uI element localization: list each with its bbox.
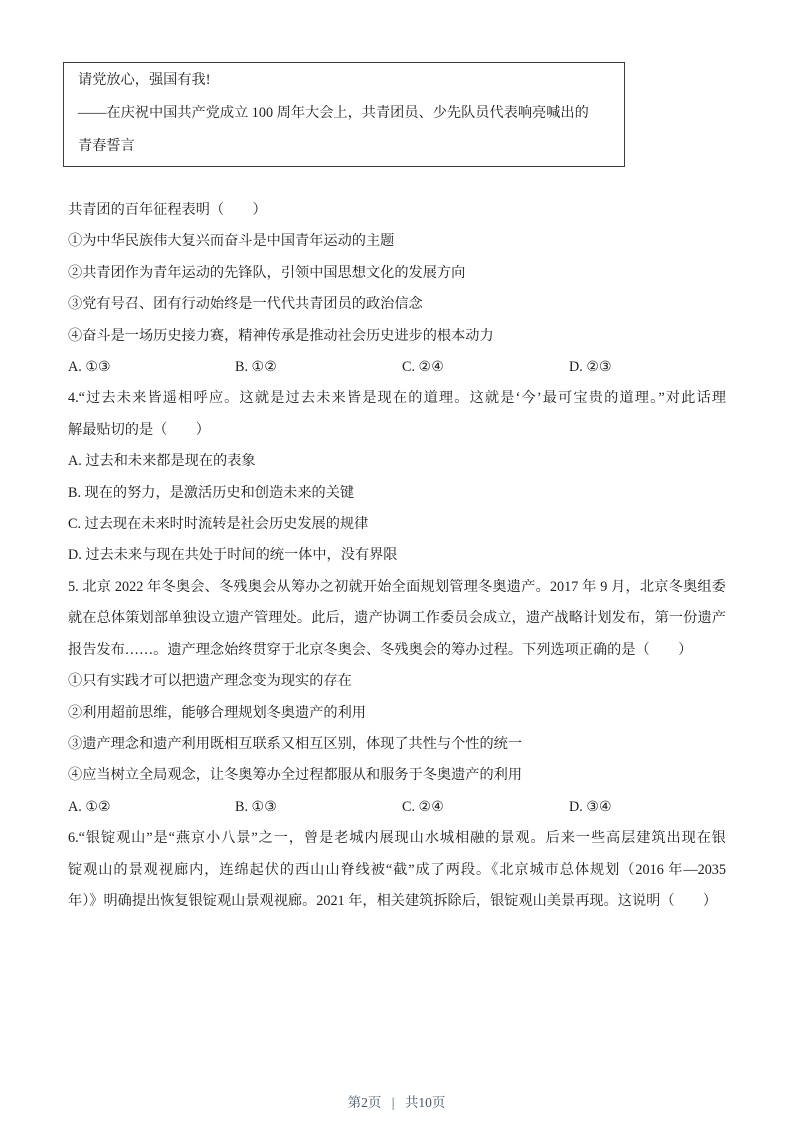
q5-option-d: D. ③④: [569, 798, 612, 815]
q5-stem-line-3: 报告发布……。遗产理念始终贯穿于北京冬奥会、冬残奥会的筹办过程。下列选项正确的是（ ）: [68, 641, 693, 658]
q5-option-b: B. ①③: [235, 798, 277, 815]
q3-options-row: [68, 352, 726, 383]
q4-option-d: D. 过去未来与现在共处于时间的统一体中，没有界限: [68, 547, 398, 564]
quote-box: [63, 62, 625, 167]
q5-item-3: ③遗产理念和遗产利用既相互联系又相互区别，体现了共性与个性的统一: [68, 735, 523, 752]
q6-stem-line-2: 锭观山的景观视廊内，连绵起伏的西山山脊线被“截”成了两段。《北京城市总体规划（2016 年—2035: [68, 861, 726, 878]
question-body: [68, 195, 726, 917]
q3-item-4: ④奋斗是一场历史接力赛，精神传承是推动社会历史进步的根本动力: [68, 327, 494, 344]
q3-stem: 共青团的百年征程表明（ ）: [68, 202, 267, 218]
q4-option-c: C. 过去现在未来时时流转是社会历史发展的规律: [68, 516, 369, 533]
q5-stem-line-1: 5. 北京 2022 年冬奥会、冬残奥会从筹办之初就开始全面规划管理冬奥遗产。2017 年 9 月，北京冬奥组委: [68, 578, 726, 595]
quote-line: 青春誓言: [78, 138, 135, 154]
q4-option-b: B. 现在的努力，是激活历史和创造未来的关键: [68, 484, 355, 501]
q4-option-a: A. 过去和未来都是现在的表象: [68, 453, 256, 470]
q5-item-4: ④应当树立全局观念，让冬奥筹办全过程都服从和服务于冬奥遗产的利用: [68, 767, 523, 784]
footer-separator: |: [391, 1095, 395, 1110]
q5-item-2: ②利用超前思维，能够合理规划冬奥遗产的利用: [68, 704, 366, 721]
q3-option-a: A. ①③: [68, 359, 111, 376]
q3-item-1: ①为中华民族伟大复兴而奋斗是中国青年运动的主题: [68, 233, 395, 250]
quote-line: ——在庆祝中国共产党成立 100 周年大会上，共青团员、少先队员代表响亮喊出的: [78, 105, 589, 121]
q3-option-c: C. ②④: [402, 359, 444, 376]
page-footer: [0, 1093, 793, 1113]
footer-page-number: 第2页: [347, 1095, 382, 1110]
q4-stem-line-1: 4.“过去未来皆遥相呼应。这就是过去未来皆是现在的道理。这就是‘今’最可宝贵的道理。”对此话理: [68, 390, 726, 407]
q3-option-b: B. ①②: [235, 359, 277, 376]
q5-options-row: [68, 792, 726, 823]
q5-item-1: ①只有实践才可以把遗产理念变为现实的存在: [68, 673, 352, 690]
q3-item-3: ③党有号召、团有行动始终是一代代共青团员的政治信念: [68, 296, 423, 313]
q4-stem-line-2: 解最贴切的是（ ）: [68, 421, 210, 438]
q6-stem-line-3: 年）》明确提出恢复银锭观山景观视廊。2021 年，相关建筑拆除后，银锭观山美景再现。这说明（ ）: [68, 892, 718, 909]
q3-item-2: ②共青团作为青年运动的先锋队，引领中国思想文化的发展方向: [68, 264, 466, 281]
quote-line: 请党放心，强国有我!: [78, 72, 211, 88]
footer-total-pages: 共10页: [404, 1095, 446, 1110]
q5-option-c: C. ②④: [402, 798, 444, 815]
q5-stem-line-2: 就在总体策划部单独设立遗产管理处。此后，遗产协调工作委员会成立，遗产战略计划发布，第一份遗产: [68, 610, 726, 627]
q3-option-d: D. ②③: [569, 359, 612, 376]
q6-stem-line-1: 6.“银锭观山”是“燕京小八景”之一，曾是老城内展现山水城相融的景观。后来一些高层建筑出现在银: [68, 830, 726, 847]
q5-option-a: A. ①②: [68, 798, 111, 815]
